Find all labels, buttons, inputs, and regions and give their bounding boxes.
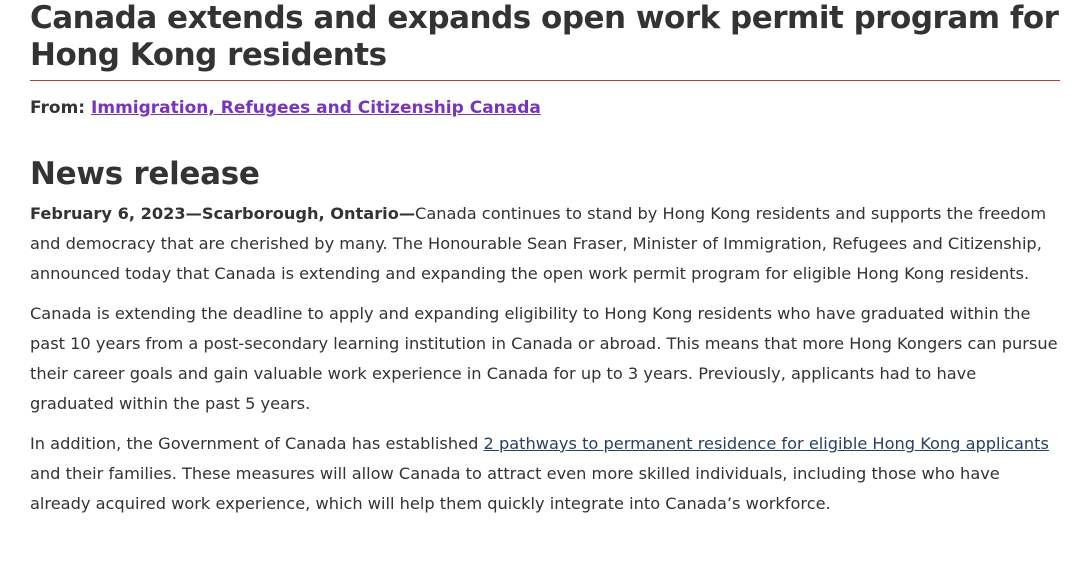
paragraph-1	[30, 199, 1060, 289]
section-heading-text: News release	[30, 156, 260, 192]
paragraph-2: Canada is extending the deadline to apply and expanding eligibility to Hong Kong residents who have graduated within the past 10 years from a post-secondary learning institution in Canada or abroad. This means that more Hong Kongers can pursue their career goals and gain valuable work experience in Canada for up to 3 years. Previously, applicants had to have graduated within the past 5 years.	[30, 304, 1058, 413]
dateline: February 6, 2023—Scarborough, Ontario—	[30, 204, 416, 223]
section-heading	[30, 155, 1060, 193]
from-label: From:	[30, 98, 86, 118]
paragraph-3-after: and their families. These measures will allow Canada to attract even more skilled individuals, including those who have already acquired work experience, which will help them quickly integrate into Canada’s workforce.	[30, 464, 1000, 513]
title-divider	[30, 80, 1060, 81]
department-link[interactable]: Immigration, Refugees and Citizenship Canada	[91, 98, 541, 118]
page-title: Canada extends and expands open work permit program for Hong Kong residents	[30, 0, 1059, 73]
pathways-link[interactable]: 2 pathways to permanent residence for eligible Hong Kong applicants	[483, 434, 1049, 453]
paragraph-3-before: In addition, the Government of Canada has established	[30, 434, 484, 453]
paragraph-3	[30, 429, 1060, 519]
source-line	[30, 95, 1060, 121]
paragraph-1-text: Canada continues to stand by Hong Kong residents and supports the freedom and democracy that are cherished by many. The Honourable Sean Fraser, Minister of Immigration, Refugees and Citizenship, announced today that Canada is extending and expanding the open work permit program for eligible Hong Kong residents.	[30, 204, 1047, 283]
